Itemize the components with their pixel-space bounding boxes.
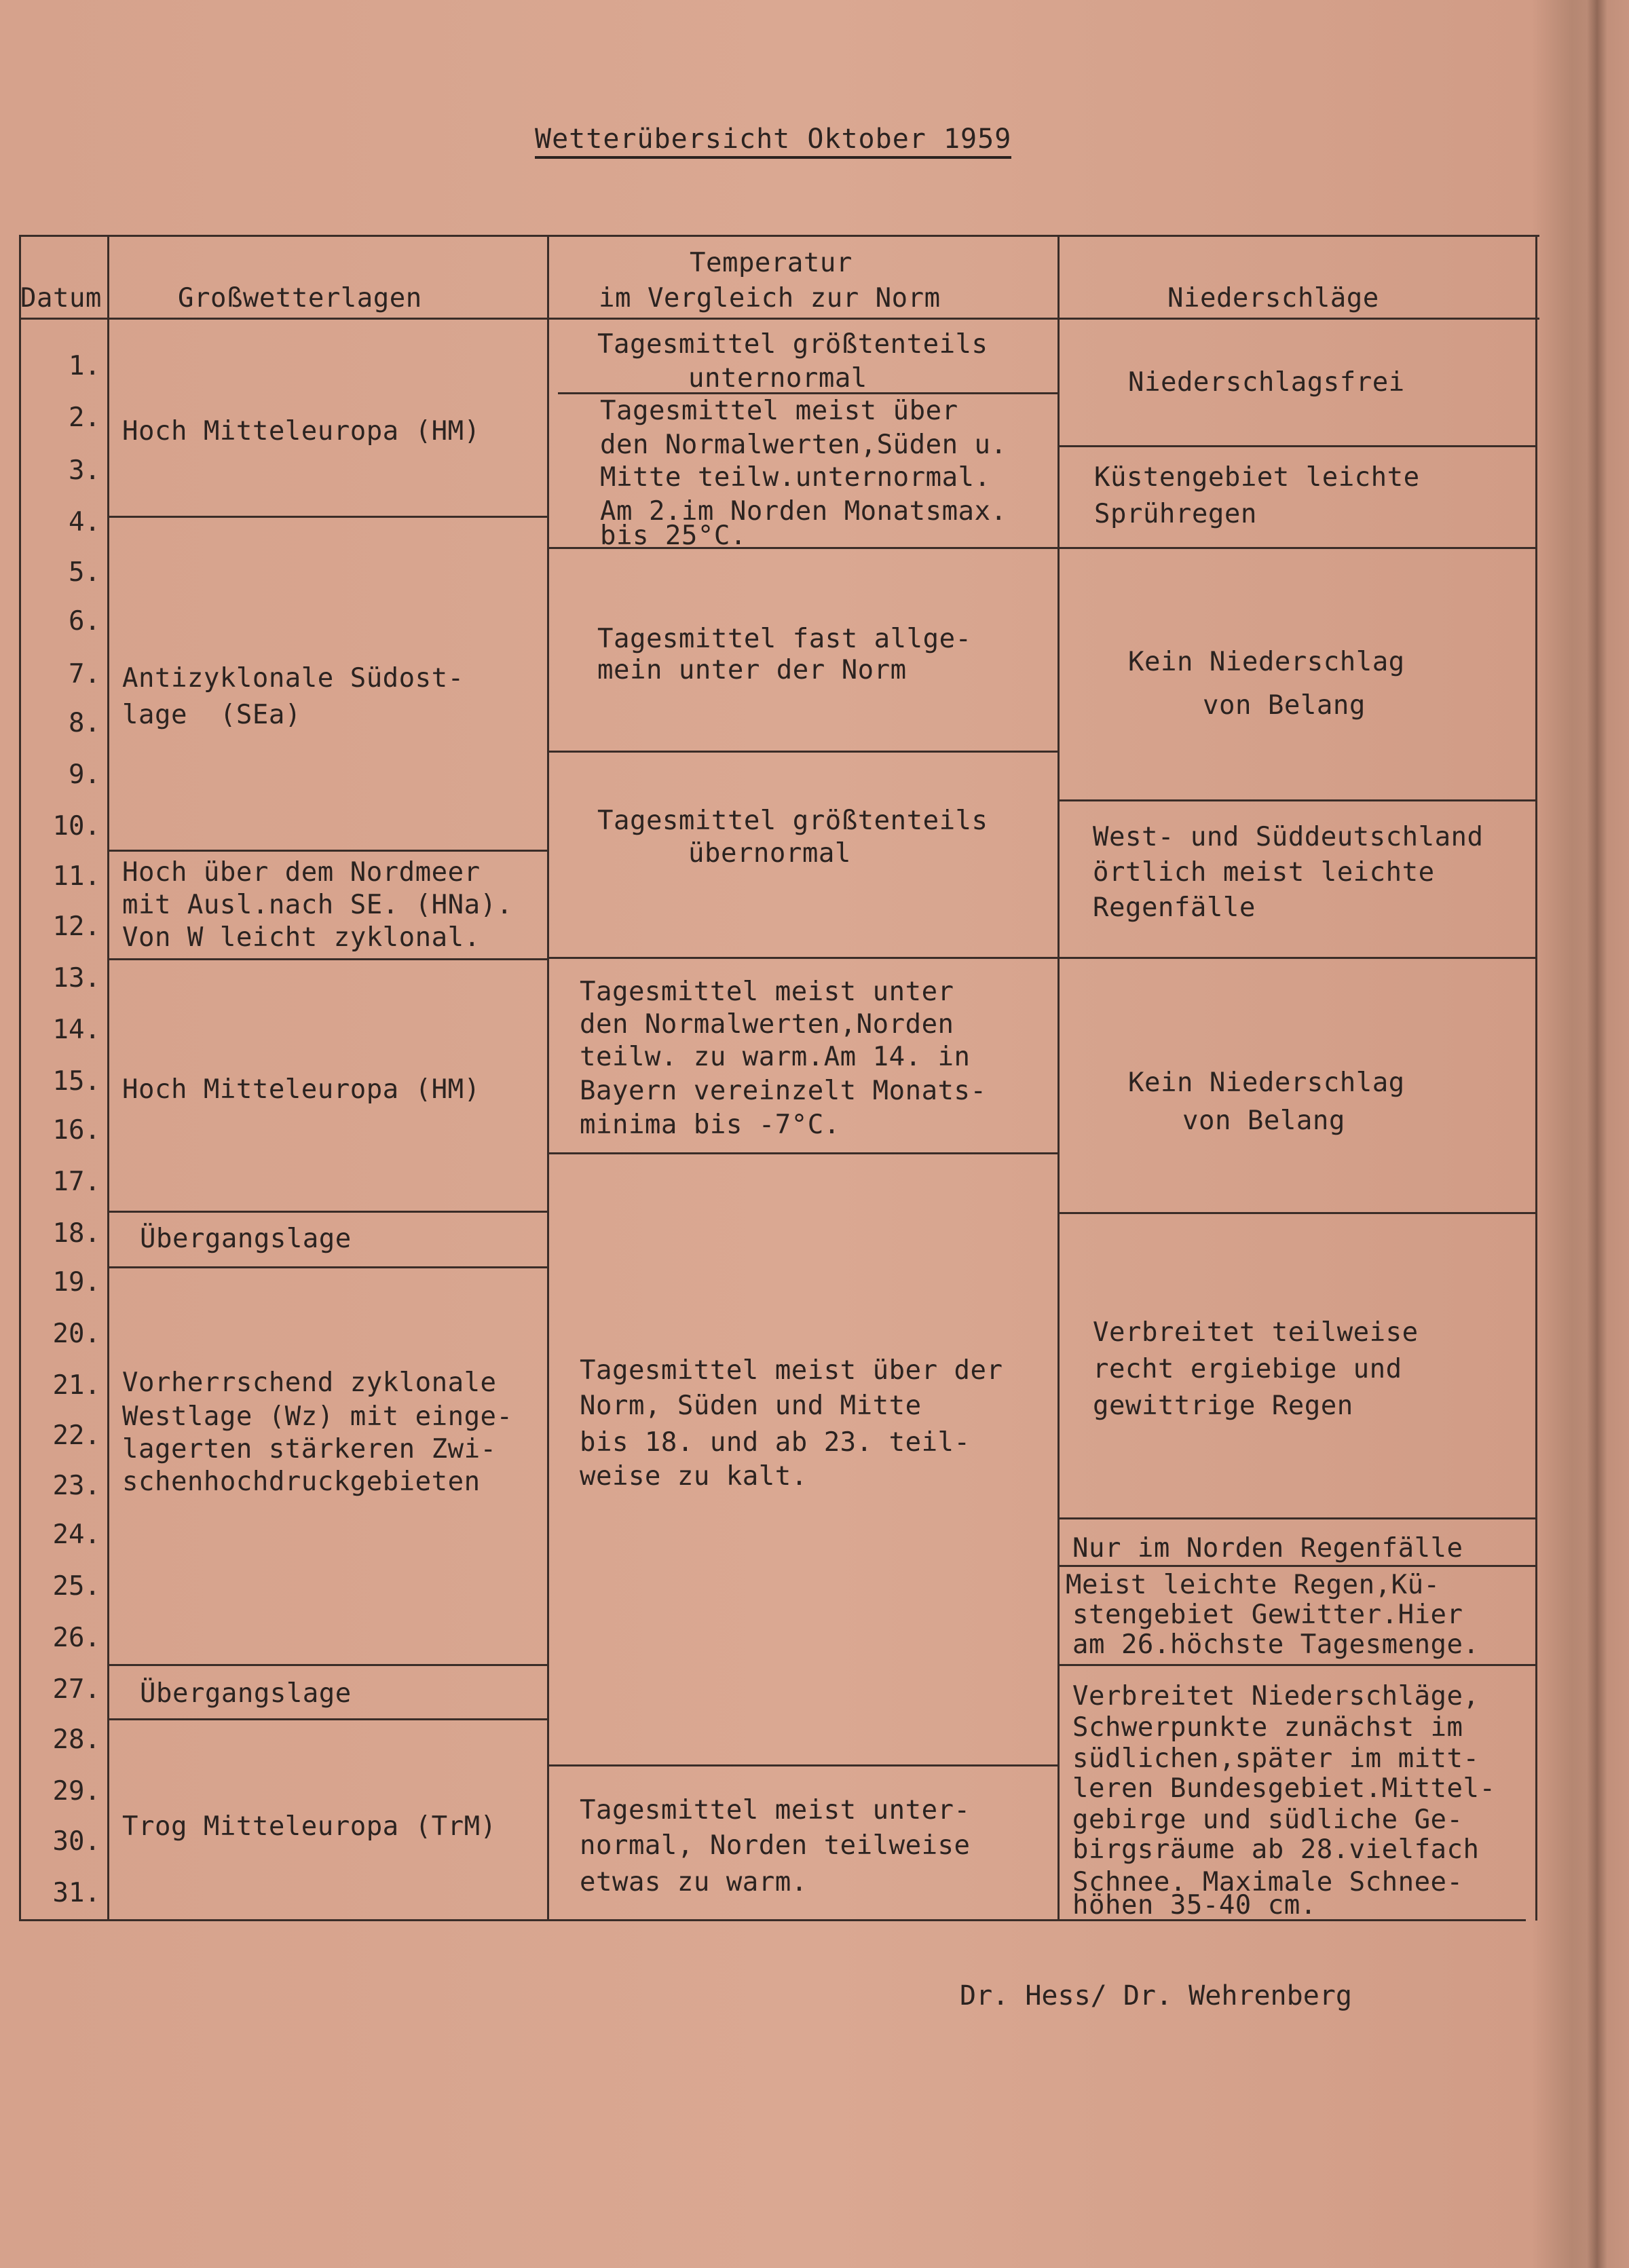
temperatur-entry: normal, Norden teilweise xyxy=(580,1830,971,1861)
temperatur-entry: Tagesmittel meist über der xyxy=(580,1355,1003,1386)
temperatur-entry: den Normalwerten,Norden xyxy=(580,1009,954,1040)
wetterlage-entry: Übergangslage xyxy=(140,1224,352,1254)
date-label: 18. xyxy=(52,1218,100,1249)
niederschlag-entry: leren Bundesgebiet.Mittel- xyxy=(1072,1773,1496,1804)
temperatur-divider xyxy=(548,1764,1059,1766)
niederschlag-divider xyxy=(1059,1565,1535,1567)
temperatur-entry: mein unter der Norm xyxy=(597,655,907,685)
date-label: 2. xyxy=(69,402,100,433)
temperatur-entry: Tagesmittel größtenteils xyxy=(597,806,988,836)
temperatur-entry: Tagesmittel meist über xyxy=(600,396,958,426)
niederschlag-divider xyxy=(1059,957,1535,959)
temperatur-entry: Mitte teilw.unternormal. xyxy=(600,462,991,493)
niederschlag-entry: Verbreitet Niederschläge, xyxy=(1072,1681,1480,1712)
niederschlag-entry: West- und Süddeutschland xyxy=(1093,822,1484,852)
date-label: 9. xyxy=(69,759,100,790)
date-label: 23. xyxy=(52,1471,100,1501)
wetterlage-divider xyxy=(109,1266,548,1268)
document-title: Wetterübersicht Oktober 1959 xyxy=(535,124,1011,159)
header-grosswetterlagen: Großwetterlagen xyxy=(178,283,422,314)
niederschlag-divider xyxy=(1059,1517,1535,1519)
wetterlage-entry: Hoch Mitteleuropa (HM) xyxy=(122,416,481,447)
wetterlage-divider xyxy=(109,1664,548,1666)
date-label: 7. xyxy=(69,659,100,689)
temperatur-entry: übernormal xyxy=(688,838,851,869)
niederschlag-entry: Regenfälle xyxy=(1093,892,1256,923)
date-label: 13. xyxy=(52,963,100,994)
temperatur-entry: unternormal xyxy=(688,363,867,394)
temperatur-divider xyxy=(548,1152,1059,1154)
table-top-border xyxy=(19,235,1539,237)
date-label: 11. xyxy=(52,861,100,892)
date-label: 12. xyxy=(52,911,100,942)
temperatur-entry: teilw. zu warm.Am 14. in xyxy=(580,1042,971,1072)
niederschlag-entry: gewittrige Regen xyxy=(1093,1391,1353,1421)
niederschlag-entry: Kein Niederschlag xyxy=(1128,647,1405,677)
temperatur-column-divider xyxy=(1057,235,1060,1921)
wetterlage-divider xyxy=(109,1211,548,1213)
niederschlag-divider xyxy=(1059,1212,1535,1214)
date-label: 27. xyxy=(52,1674,100,1705)
header-temperatur-line1: Temperatur xyxy=(690,248,853,278)
niederschlag-divider xyxy=(1059,547,1535,549)
niederschlag-entry: Küstengebiet leichte xyxy=(1094,462,1420,493)
temperatur-entry: den Normalwerten,Süden u. xyxy=(600,430,1007,460)
temperatur-divider xyxy=(548,751,1059,753)
temperatur-entry: Tagesmittel meist unter- xyxy=(580,1795,971,1826)
date-label: 5. xyxy=(69,557,100,588)
date-label: 1. xyxy=(69,351,100,381)
temperatur-entry: Tagesmittel größtenteils xyxy=(597,329,988,360)
wetterlage-entry: lage (SEa) xyxy=(122,700,301,730)
temperatur-entry: weise zu kalt. xyxy=(580,1461,808,1492)
niederschlag-divider xyxy=(1059,445,1535,447)
date-label: 10. xyxy=(52,811,100,842)
niederschlag-entry: gebirge und südliche Ge- xyxy=(1072,1804,1463,1835)
niederschlag-entry: von Belang xyxy=(1182,1105,1345,1136)
wetterlage-entry: mit Ausl.nach SE. (HNa). xyxy=(122,890,513,920)
wetterlage-entry: Übergangslage xyxy=(140,1678,352,1709)
wetterlage-column-divider xyxy=(547,235,549,1921)
niederschlag-entry: Meist leichte Regen,Kü- xyxy=(1066,1570,1440,1600)
date-label: 29. xyxy=(52,1776,100,1807)
wetterlage-entry: Hoch über dem Nordmeer xyxy=(122,857,481,888)
date-label: 3. xyxy=(69,455,100,486)
niederschlag-entry: Schnee. Maximale Schnee- xyxy=(1072,1867,1463,1897)
niederschlag-entry: birgsräume ab 28.vielfach xyxy=(1072,1834,1480,1865)
date-label: 19. xyxy=(52,1267,100,1298)
wetterlage-entry: lagerten stärkeren Zwi- xyxy=(122,1434,497,1464)
wetterlage-divider xyxy=(109,958,548,960)
date-label: 24. xyxy=(52,1519,100,1550)
date-label: 30. xyxy=(52,1826,100,1857)
date-label: 8. xyxy=(69,708,100,738)
temperatur-entry: bis 25°C. xyxy=(600,521,747,551)
date-label: 14. xyxy=(52,1015,100,1045)
date-label: 20. xyxy=(52,1319,100,1349)
wetterlage-entry: Trog Mitteleuropa (TrM) xyxy=(122,1811,497,1842)
niederschlag-entry: Kein Niederschlag xyxy=(1128,1067,1405,1098)
niederschlag-entry: von Belang xyxy=(1203,690,1366,721)
temperatur-entry: minima bis -7°C. xyxy=(580,1110,840,1140)
date-label: 17. xyxy=(52,1167,100,1197)
wetterlage-entry: Antizyklonale Südost- xyxy=(122,663,464,694)
date-label: 22. xyxy=(52,1420,100,1451)
wetterlage-entry: schenhochdruckgebieten xyxy=(122,1467,481,1497)
binding-shadow xyxy=(1587,0,1607,2268)
header-niederschlaege: Niederschläge xyxy=(1167,283,1379,314)
header-temperatur-line2: im Vergleich zur Norm xyxy=(599,283,941,314)
temperatur-entry: etwas zu warm. xyxy=(580,1867,808,1897)
date-label: 31. xyxy=(52,1878,100,1908)
header-datum: Datum xyxy=(20,283,102,314)
niederschlag-entry: am 26.höchste Tagesmenge. xyxy=(1072,1629,1480,1660)
header-bottom-border xyxy=(19,318,1539,320)
niederschlag-divider xyxy=(1059,799,1535,801)
temperatur-entry: Tagesmittel fast allge- xyxy=(597,624,972,654)
temperatur-entry: Am 2.im Norden Monatsmax. xyxy=(600,496,1007,527)
date-label: 4. xyxy=(69,507,100,537)
table-right-border xyxy=(1535,235,1537,1921)
niederschlag-entry: Schwerpunkte zunächst im xyxy=(1072,1712,1463,1743)
niederschlag-divider xyxy=(1059,1664,1535,1666)
temperatur-entry: Tagesmittel meist unter xyxy=(580,977,954,1007)
wetterlage-entry: Hoch Mitteleuropa (HM) xyxy=(122,1074,481,1105)
date-label: 15. xyxy=(52,1066,100,1097)
wetterlage-entry: Westlage (Wz) mit einge- xyxy=(122,1401,513,1432)
wetterlage-divider xyxy=(109,516,548,518)
date-label: 28. xyxy=(52,1724,100,1755)
niederschlag-entry: Niederschlagsfrei xyxy=(1128,367,1405,398)
niederschlag-entry: recht ergiebige und xyxy=(1093,1354,1402,1384)
date-column-divider xyxy=(107,235,109,1921)
niederschlag-entry: südlichen,später im mitt- xyxy=(1072,1743,1480,1774)
niederschlag-entry: höhen 35-40 cm. xyxy=(1072,1890,1317,1921)
temperatur-entry: Bayern vereinzelt Monats- xyxy=(580,1076,987,1106)
date-label: 25. xyxy=(52,1571,100,1602)
date-label: 16. xyxy=(52,1115,100,1146)
signature: Dr. Hess/ Dr. Wehrenberg xyxy=(960,1980,1352,2011)
niederschlag-entry: Sprühregen xyxy=(1094,499,1257,529)
niederschlag-entry: stengebiet Gewitter.Hier xyxy=(1072,1600,1463,1630)
niederschlag-entry: Nur im Norden Regenfälle xyxy=(1072,1533,1463,1564)
wetterlage-entry: Von W leicht zyklonal. xyxy=(122,922,481,953)
niederschlag-entry: örtlich meist leichte xyxy=(1093,857,1435,888)
date-label: 26. xyxy=(52,1623,100,1653)
wetterlage-divider xyxy=(109,850,548,852)
date-label: 21. xyxy=(52,1370,100,1401)
wetterlage-divider xyxy=(109,1718,548,1720)
niederschlag-entry: Verbreitet teilweise xyxy=(1093,1317,1419,1348)
temperatur-divider xyxy=(548,957,1059,959)
date-label: 6. xyxy=(69,606,100,637)
temperatur-entry: bis 18. und ab 23. teil- xyxy=(580,1427,971,1458)
temperatur-entry: Norm, Süden und Mitte xyxy=(580,1391,922,1421)
wetterlage-entry: Vorherrschend zyklonale xyxy=(122,1367,497,1398)
